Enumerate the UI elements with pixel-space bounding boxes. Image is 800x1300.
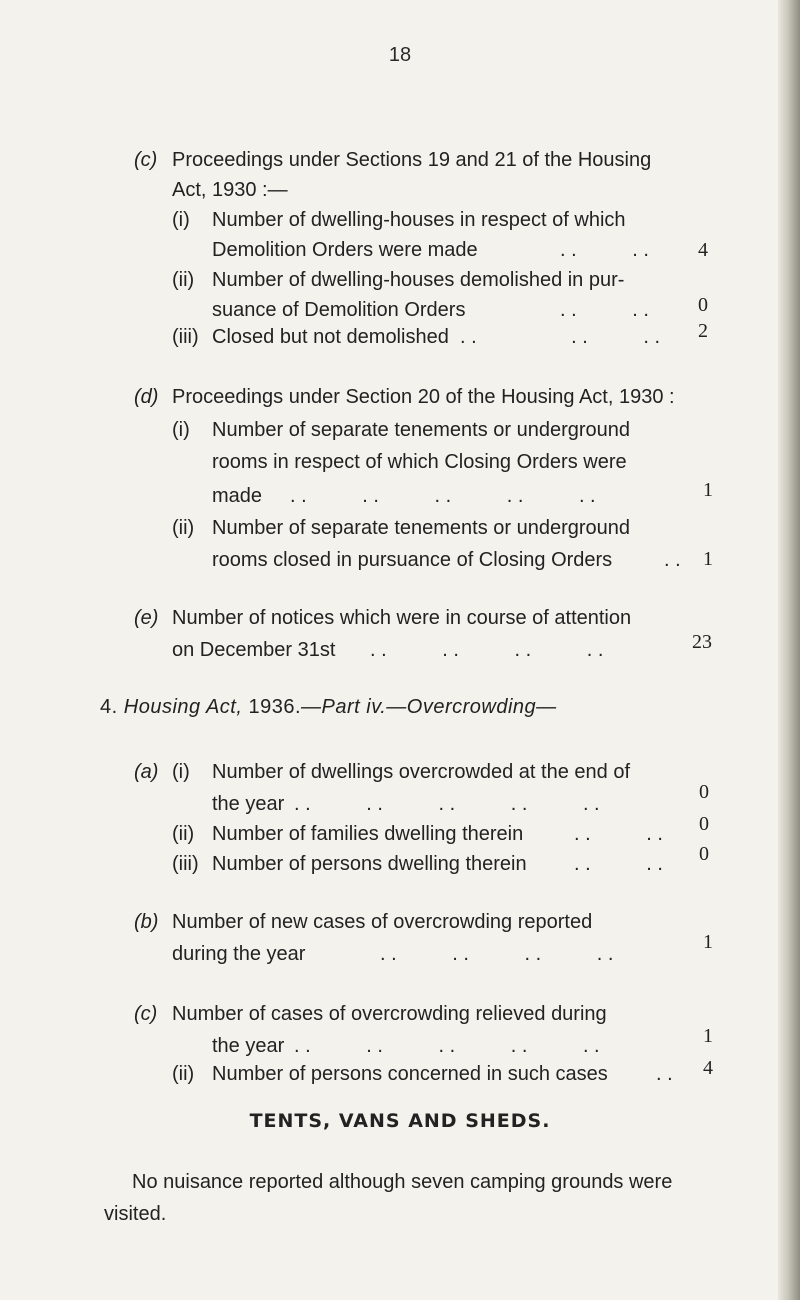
section-c-i-line1: Number of dwelling-houses in respect of which	[212, 209, 626, 231]
s4-c-ii-num: (ii)	[172, 1063, 195, 1085]
section-c-ii-line1: Number of dwelling-houses demolished in pur-	[212, 269, 625, 291]
s4-c-ii-leader: . .	[656, 1063, 673, 1085]
section-c-title-line1: Proceedings under Sections 19 and 21 of the Housing	[172, 149, 652, 171]
section-e-label: (e)	[134, 607, 159, 629]
s4-a-ii-leader: . . . .	[574, 823, 663, 845]
s4-a-i-line2: the year	[212, 793, 285, 815]
s4-a-i-num: (i)	[172, 761, 190, 783]
s4-a-ii-value: 0	[699, 813, 709, 835]
s4-b-line2: during the year	[172, 943, 306, 965]
section-c-label: (c)	[134, 149, 158, 171]
section-c-iii-num: (iii)	[172, 326, 199, 348]
section-d-label: (d)	[134, 386, 159, 408]
heading-4-year: 1936.	[248, 696, 302, 718]
tents-line2: visited.	[104, 1203, 167, 1225]
s4-b-label: (b)	[134, 911, 159, 933]
s4-a-i-value: 0	[699, 781, 709, 803]
section-d-ii-line1: Number of separate tenements or underground	[212, 517, 631, 539]
section-e-line2: on December 31st	[172, 639, 336, 661]
section-d-i-line3: made	[212, 485, 263, 507]
section-d-ii-line2: rooms closed in pursuance of Closing Orders	[212, 549, 613, 571]
section-c-i-leader: . . . .	[560, 239, 649, 261]
section-d-i-num: (i)	[172, 419, 190, 441]
section-d-i-line2: rooms in respect of which Closing Orders were	[212, 451, 627, 473]
tents-heading: TENTS, VANS AND SHEDS.	[249, 1110, 551, 1132]
s4-a-ii-line1: Number of families dwelling therein	[212, 823, 524, 845]
section-c-ii-value: 0	[698, 294, 708, 316]
page-number: 18	[388, 44, 412, 66]
s4-c-leader: . . . . . . . . . .	[294, 1035, 600, 1057]
s4-b-value: 1	[703, 931, 713, 953]
section-d-ii-num: (ii)	[172, 517, 195, 539]
section-d-ii-leader: . .	[664, 549, 681, 571]
section-c-i-num: (i)	[172, 209, 190, 231]
section-c-iii-line1: Closed but not demolished	[212, 326, 449, 348]
s4-a-iii-value: 0	[699, 843, 709, 865]
section-e-value: 23	[692, 631, 712, 653]
heading-4-num: 4.	[100, 696, 118, 718]
section-e-line1: Number of notices which were in course of attention	[172, 607, 632, 629]
section-c-title-line2: Act, 1930 :—	[172, 179, 288, 201]
s4-c-ii-line1: Number of persons concerned in such cases	[212, 1063, 608, 1085]
s4-a-iii-line1: Number of persons dwelling therein	[212, 853, 527, 875]
s4-a-iii-leader: . . . .	[574, 853, 663, 875]
s4-a-ii-num: (ii)	[172, 823, 195, 845]
s4-c-line1: Number of cases of overcrowding relieved during	[172, 1003, 607, 1025]
section-c-i-line2: Demolition Orders were made	[212, 239, 478, 261]
s4-c-ii-value: 4	[703, 1057, 713, 1079]
section-d-title-line1: Proceedings under Section 20 of the Housing Act, 1930 :	[172, 386, 675, 408]
s4-a-iii-num: (iii)	[172, 853, 199, 875]
section-c-ii-num: (ii)	[172, 269, 195, 291]
s4-c-value: 1	[703, 1025, 713, 1047]
s4-a-label: (a)	[134, 761, 159, 783]
section-c-ii-line2: suance of Demolition Orders	[212, 299, 466, 321]
tents-line1: No nuisance reported although seven camping grounds were	[132, 1171, 673, 1193]
section-c-ii-leader: . . . .	[560, 299, 649, 321]
page-edge-shadow	[778, 0, 800, 1300]
section-d-i-value: 1	[703, 479, 713, 501]
s4-a-i-leader: . . . . . . . . . .	[294, 793, 600, 815]
section-d-ii-value: 1	[703, 548, 713, 570]
section-e-leader: . . . . . . . .	[370, 639, 604, 661]
s4-c-line2: the year	[212, 1035, 285, 1057]
heading-4-act: Housing Act,	[123, 696, 243, 718]
s4-a-i-line1: Number of dwellings overcrowded at the end of	[212, 761, 631, 783]
section-d-i-leader: . . . . . . . . . .	[290, 485, 596, 507]
s4-c-label: (c)	[134, 1003, 158, 1025]
heading-4	[100, 695, 557, 719]
s4-b-line1: Number of new cases of overcrowding reported	[172, 911, 593, 933]
section-c-iii-value: 2	[698, 320, 708, 342]
section-c-iii-leader: . . . . . .	[460, 326, 661, 348]
s4-b-leader: . . . . . . . .	[380, 943, 614, 965]
section-c-i-value: 4	[698, 239, 708, 261]
section-d-i-line1: Number of separate tenements or underground	[212, 419, 631, 441]
heading-4-part: —Part iv.—Overcrowding—	[301, 696, 557, 718]
